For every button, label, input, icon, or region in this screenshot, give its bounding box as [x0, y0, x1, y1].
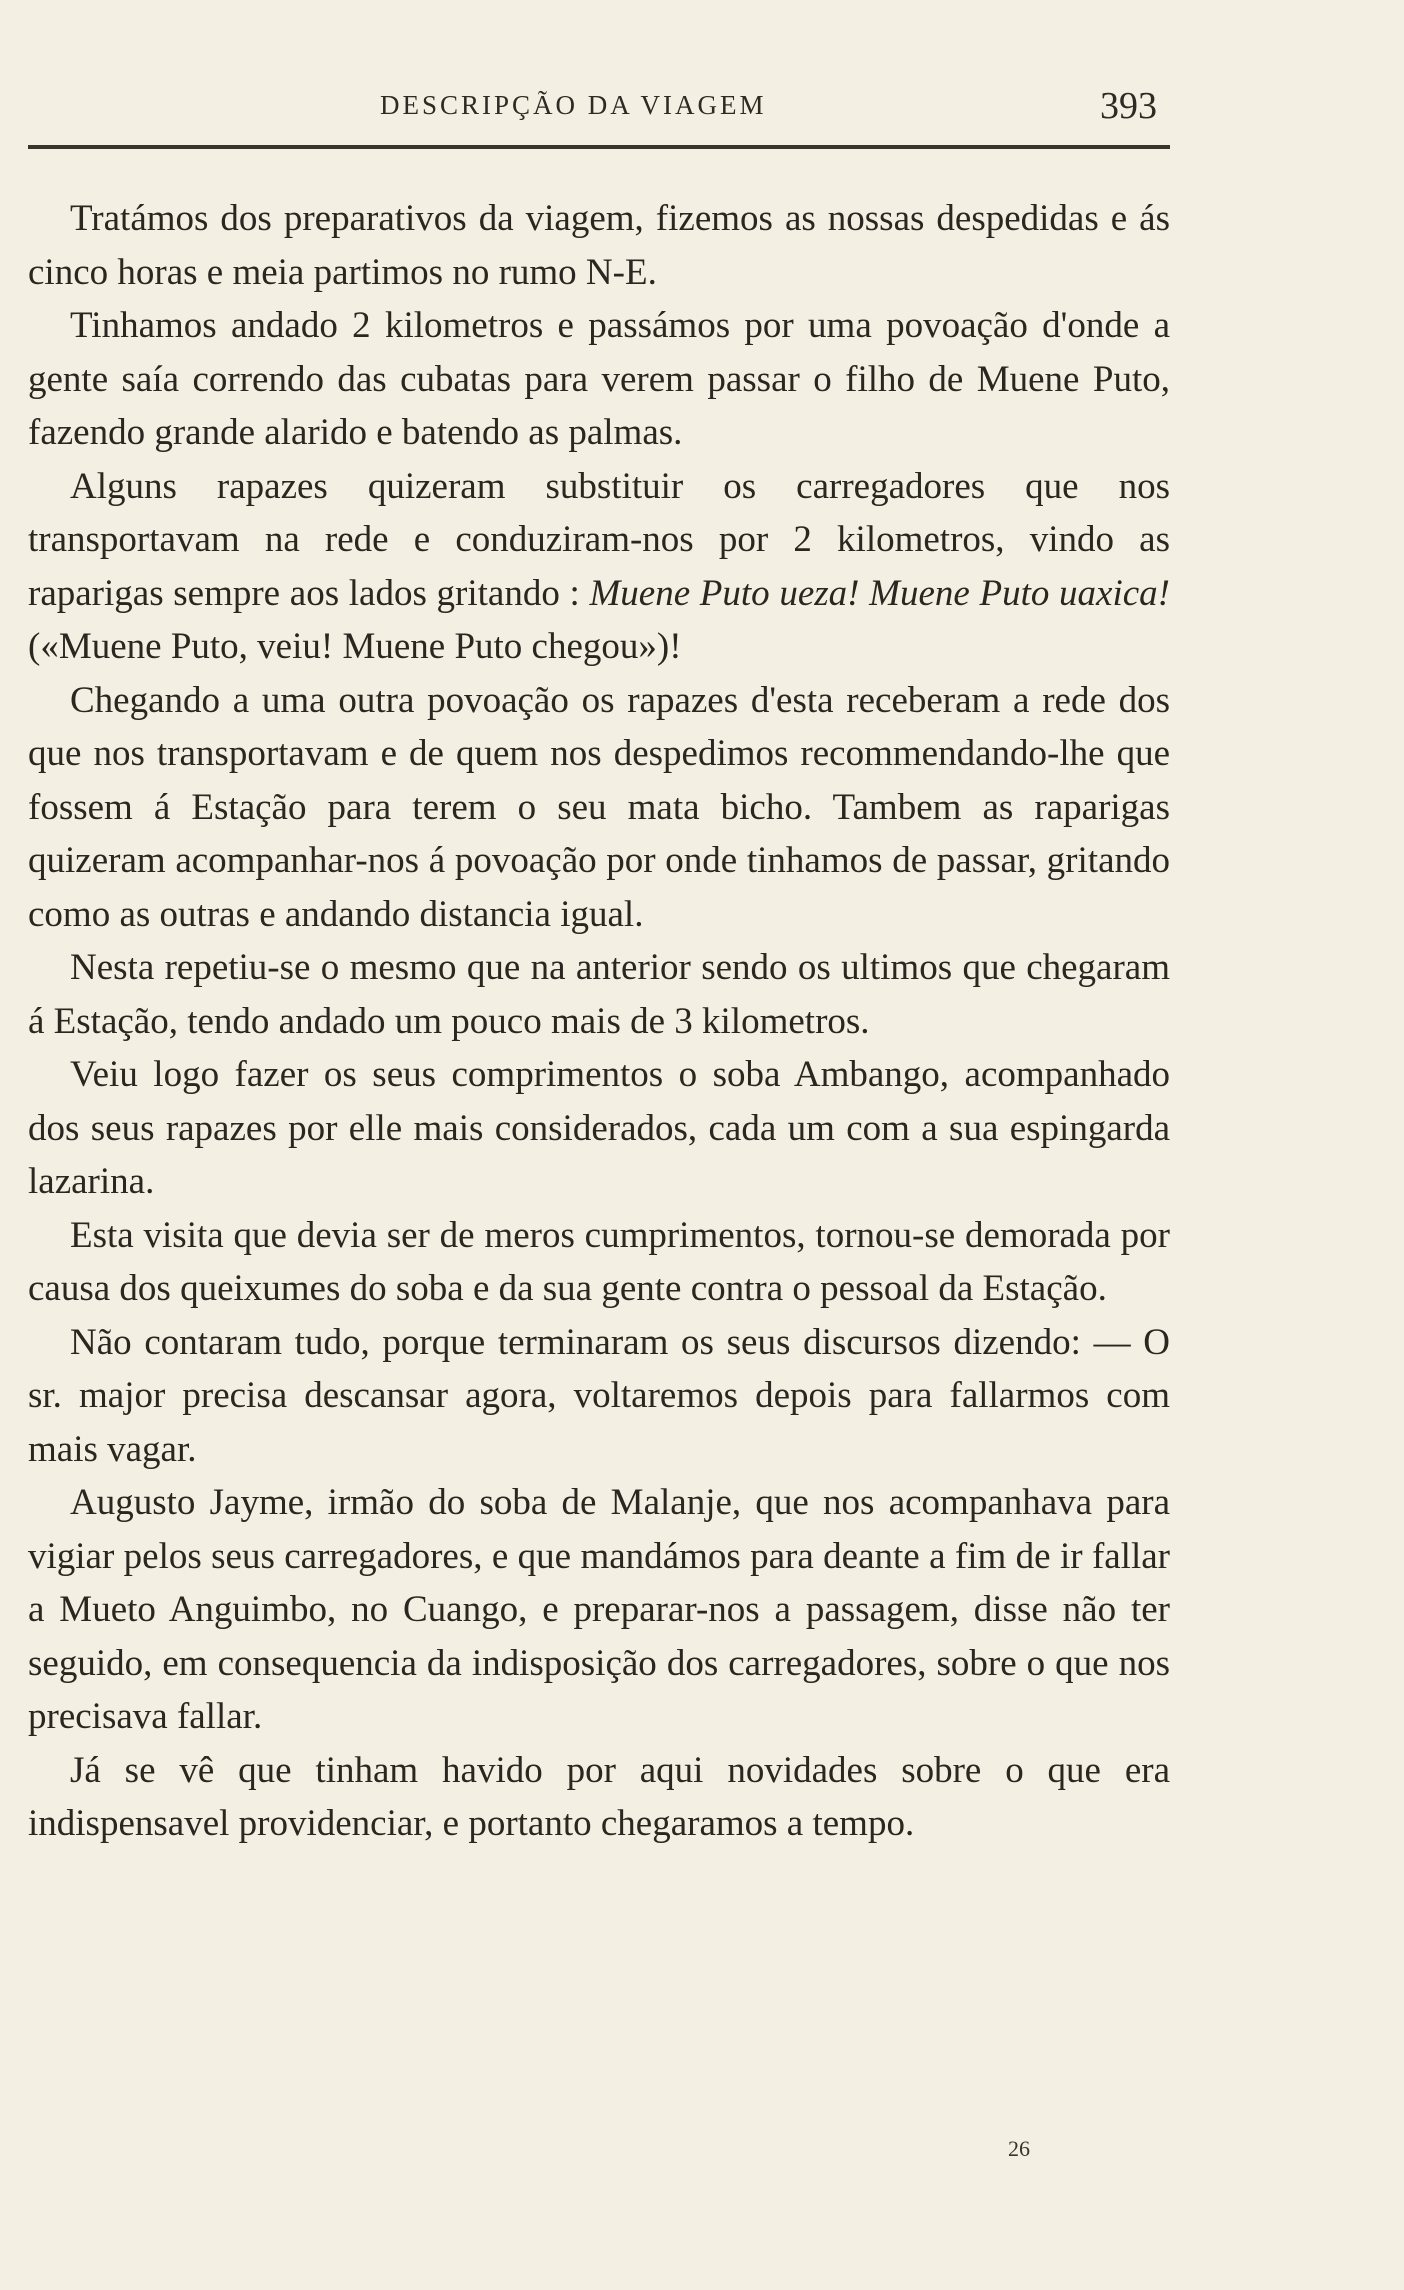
body-text — [28, 192, 1170, 1851]
paragraph-10: Já se vê que tinham havido por aqui novidades sobre o que era indispensavel providenciar, e portanto chegaramos a tempo. — [28, 1749, 1170, 1844]
header-rule — [28, 145, 1170, 149]
paragraph-5: Nesta repetiu-se o mesmo que na anterior sendo os ultimos que chegaram á Estação, tendo andado um pouco mais de 3 kilometros. — [28, 947, 1170, 1042]
paragraph-3-italic-quote: Muene Puto ueza! Muene Puto uaxica! — [589, 572, 1170, 614]
paragraph-3-text-before: Alguns rapazes quizeram substituir os carregadores que nos transportavam na rede e conduziram-nos por 2 kilometros, vindo as raparigas sempre aos lados gritando : — [28, 465, 1170, 614]
paragraph-4: Chegando a uma outra povoação os rapazes d'esta receberam a rede dos que nos transportavam e de quem nos despedimos recommendando-lhe que fossem á Estação para terem o seu mata bicho. Tambem as raparigas quizeram acompanhar-nos á povoação por onde tinhamos de passar, gritando como as outras e andando distancia igual. — [28, 679, 1170, 935]
paragraph-3-text-after: («Muene Puto, veiu! Muene Puto chegou»)! — [28, 626, 682, 667]
paragraph-8: Não contaram tudo, porque terminaram os seus discursos dizendo: — O sr. major precisa descansar agora, voltaremos depois para fallarmos com mais vagar. — [28, 1321, 1170, 1470]
signature-mark: 26 — [1008, 2136, 1030, 2161]
page-number: 393 — [1100, 85, 1157, 127]
paragraph-9: Augusto Jayme, irmão do soba de Malanje, que nos acompanhava para vigiar pelos seus carregadores, e que mandámos para deante a fim de ir fallar a Mueto Anguimbo, no Cuango, e preparar-nos a passagem, disse não ter seguido, em consequencia da indisposição dos carregadores, sobre o que nos precisava fallar. — [28, 1482, 1170, 1737]
paragraph-2: Tinhamos andado 2 kilometros e passámos por uma povoação d'onde a gente saía correndo das cubatas para verem passar o filho de Muene Puto, fazendo grande alarido e batendo as palmas. — [28, 305, 1170, 453]
running-head: DESCRIPÇÃO DA VIAGEM — [380, 90, 767, 120]
paragraph-3 — [28, 460, 1170, 674]
paragraph-1: Tratámos dos preparativos da viagem, fizemos as nossas despedidas e ás cinco horas e meia partimos no rumo N-E. — [28, 198, 1170, 293]
paragraph-7: Esta visita que devia ser de meros cumprimentos, tornou-se demorada por causa dos queixumes do soba e da sua gente contra o pessoal da Estação. — [28, 1214, 1170, 1309]
paragraph-6: Veiu logo fazer os seus comprimentos o soba Ambango, acompanhado dos seus rapazes por elle mais considerados, cada um com a sua espingarda lazarina. — [28, 1054, 1170, 1202]
